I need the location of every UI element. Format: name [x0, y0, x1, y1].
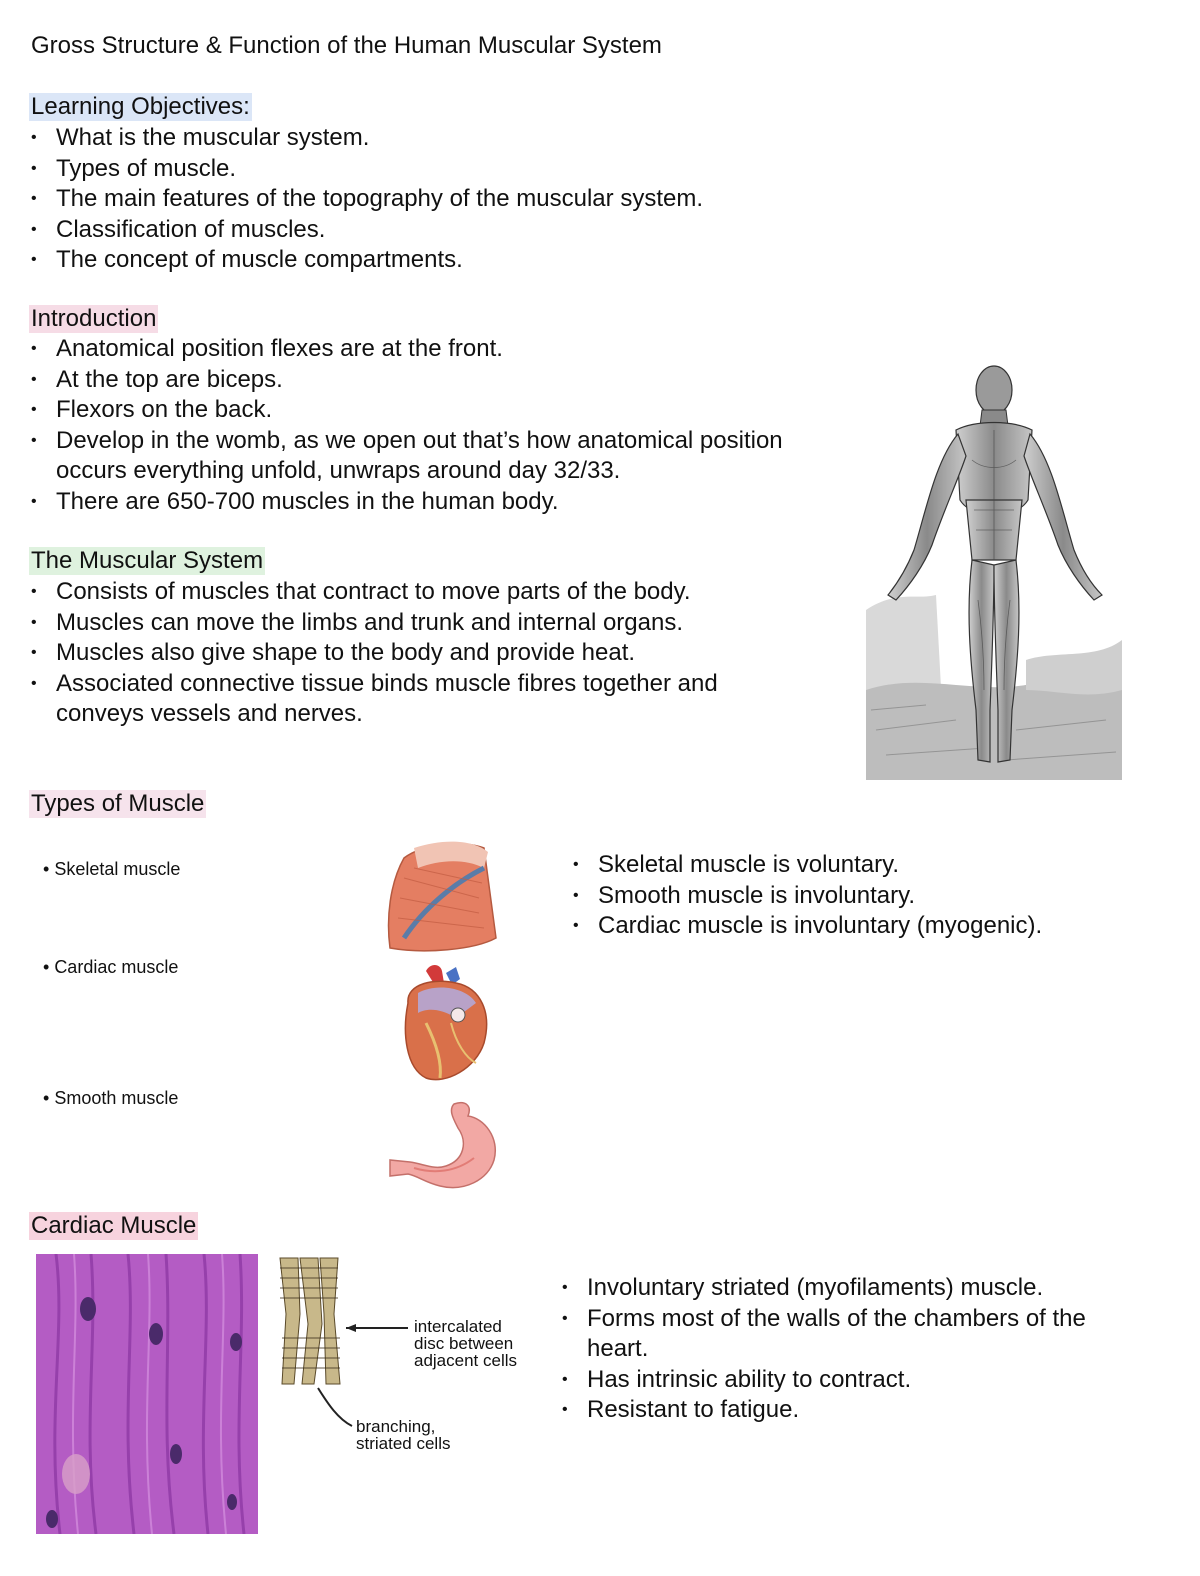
muscular-system-heading: The Muscular System	[31, 547, 264, 574]
list-item: • Smooth muscle is involuntary.	[573, 881, 1133, 912]
list-item: • Skeletal muscle is voluntary.	[573, 850, 1133, 881]
types-heading: Types of Muscle	[31, 790, 205, 817]
stomach-image	[384, 1098, 502, 1196]
list-item: • Has intrinsic ability to contract.	[562, 1365, 1142, 1396]
list-item: • Classification of muscles.	[31, 215, 791, 246]
cardiac-histology-image	[36, 1254, 258, 1534]
objectives-list	[31, 123, 791, 276]
list-item: • Involuntary striated (myofilaments) muscle.	[562, 1273, 1142, 1304]
objectives-heading: Learning Objectives:	[31, 93, 250, 120]
skeletal-label: • Skeletal muscle	[43, 859, 180, 880]
list-item: • Forms most of the walls of the chambers of the heart.	[562, 1304, 1142, 1365]
branching-cells-label: branching, striated cells	[356, 1417, 451, 1453]
list-item: • Types of muscle.	[31, 154, 791, 185]
list-item: • Associated connective tissue binds muscle fibres together and conveys vessels and nerves.	[31, 669, 791, 730]
types-list	[573, 850, 1133, 942]
list-item: • Cardiac muscle is involuntary (myogenic).	[573, 911, 1133, 942]
cardiac-heading: Cardiac Muscle	[31, 1212, 197, 1239]
introduction-heading: Introduction	[31, 305, 157, 332]
list-item: • Consists of muscles that contract to move parts of the body.	[31, 577, 791, 608]
smooth-label: • Smooth muscle	[43, 1088, 178, 1109]
cardiac-list	[562, 1273, 1142, 1426]
page-title: Gross Structure & Function of the Human Muscular System	[31, 32, 662, 59]
list-item: • Develop in the womb, as we open out that’s how anatomical position occurs everything unfold, unwraps around day 32/33.	[31, 426, 791, 487]
list-item: • Resistant to fatigue.	[562, 1395, 1142, 1426]
list-item: • What is the muscular system.	[31, 123, 791, 154]
list-item: • Muscles also give shape to the body and provide heat.	[31, 638, 791, 669]
list-item: • The concept of muscle compartments.	[31, 245, 791, 276]
intercalated-disc-label: intercalated disc between adjacent cells	[414, 1317, 518, 1370]
list-item: • Muscles can move the limbs and trunk and internal organs.	[31, 608, 791, 639]
skeletal-muscle-image	[384, 838, 500, 956]
list-item: • At the top are biceps.	[31, 365, 791, 396]
list-item: • Flexors on the back.	[31, 395, 791, 426]
list-item: • The main features of the topography of the muscular system.	[31, 184, 791, 215]
list-item: • There are 650-700 muscles in the human body.	[31, 487, 791, 518]
muscular-system-list	[31, 577, 791, 730]
list-item: • Anatomical position flexes are at the front.	[31, 334, 791, 365]
heart-image	[396, 963, 492, 1085]
introduction-list	[31, 334, 791, 517]
cardiac-label: • Cardiac muscle	[43, 957, 178, 978]
anatomical-figure-image	[866, 360, 1122, 780]
